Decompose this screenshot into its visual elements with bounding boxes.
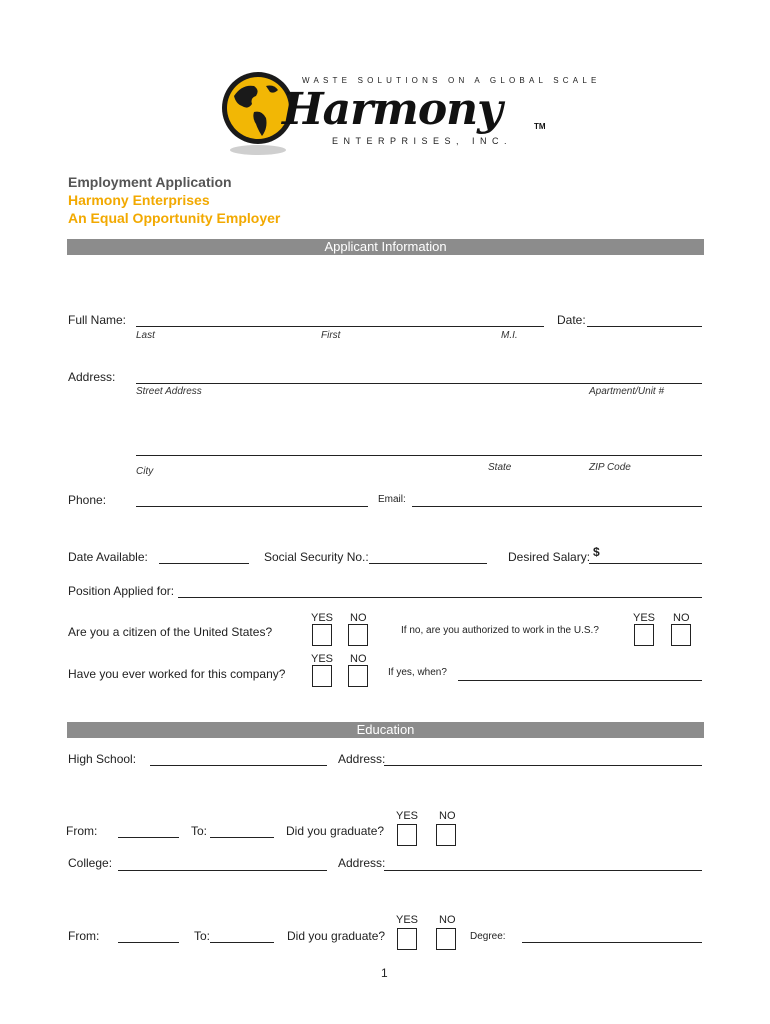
worked-no-label: NO — [350, 653, 367, 665]
college-label: College: — [68, 856, 113, 870]
hs-to-label: To: — [191, 824, 208, 838]
high-school-address-label: Address: — [338, 752, 386, 766]
zip-sublabel: ZIP Code — [589, 462, 631, 473]
hs-yes-label: YES — [396, 810, 419, 822]
hs-yes-checkbox[interactable] — [397, 824, 417, 846]
college-field[interactable] — [118, 870, 327, 871]
street-address-field[interactable] — [136, 383, 702, 384]
email-label: Email: — [378, 494, 406, 505]
address-label: Address: — [68, 370, 116, 384]
desired-salary-label: Desired Salary: — [508, 550, 591, 564]
citizen-yes-label: YES — [311, 612, 334, 624]
college-to-field[interactable] — [210, 942, 274, 943]
citizen-yes-checkbox[interactable] — [312, 624, 332, 646]
page-number: 1 — [381, 966, 388, 980]
street-sublabel: Street Address — [136, 386, 202, 397]
high-school-address-field[interactable] — [384, 765, 702, 766]
citizen-no-label: NO — [350, 612, 367, 624]
applicant-section-header: Applicant Information — [67, 239, 704, 255]
college-graduate-question: Did you graduate? — [287, 929, 386, 943]
high-school-label: High School: — [68, 752, 137, 766]
full-name-field[interactable] — [136, 326, 544, 327]
city-sublabel: City — [136, 466, 154, 477]
worked-question: Have you ever worked for this company? — [68, 667, 286, 681]
college-from-label: From: — [68, 929, 100, 943]
state-sublabel: State — [488, 462, 512, 473]
college-no-checkbox[interactable] — [436, 928, 456, 950]
equal-opportunity-text: An Equal Opportunity Employer — [68, 210, 281, 226]
ssn-label: Social Security No.: — [264, 550, 369, 564]
logo-brand: Harmony — [282, 84, 502, 135]
desired-salary-field[interactable] — [589, 563, 702, 564]
dollar-sign: $ — [593, 545, 600, 559]
ssn-field[interactable] — [369, 563, 487, 564]
date-label: Date: — [557, 313, 586, 327]
college-to-label: To: — [194, 929, 211, 943]
authorized-question: If no, are you authorized to work in the U.S.? — [401, 625, 599, 636]
company-name: Harmony Enterprises — [68, 192, 210, 208]
hs-to-field[interactable] — [210, 837, 274, 838]
position-label: Position Applied for: — [68, 584, 175, 598]
college-address-field[interactable] — [384, 870, 702, 871]
degree-field[interactable] — [522, 942, 702, 943]
college-yes-checkbox[interactable] — [397, 928, 417, 950]
education-section-header: Education — [67, 722, 704, 738]
authorized-yes-checkbox[interactable] — [634, 624, 654, 646]
apt-sublabel: Apartment/Unit # — [589, 386, 665, 397]
worked-yes-checkbox[interactable] — [312, 665, 332, 687]
form-title: Employment Application — [68, 174, 232, 190]
if-yes-when-label: If yes, when? — [388, 667, 447, 678]
if-yes-when-field[interactable] — [458, 680, 702, 681]
citizen-no-checkbox[interactable] — [348, 624, 368, 646]
full-name-label: Full Name: — [68, 313, 127, 327]
mi-sublabel: M.I. — [501, 330, 518, 341]
authorized-no-checkbox[interactable] — [671, 624, 691, 646]
hs-from-field[interactable] — [118, 837, 179, 838]
hs-no-label: NO — [439, 810, 456, 822]
city-state-zip-field[interactable] — [136, 455, 702, 456]
company-logo — [220, 66, 601, 162]
logo-tm: TM — [534, 122, 546, 131]
first-sublabel: First — [321, 330, 341, 341]
degree-label: Degree: — [470, 931, 506, 942]
phone-field[interactable] — [136, 506, 368, 507]
last-sublabel: Last — [136, 330, 155, 341]
hs-from-label: From: — [66, 824, 98, 838]
logo-subtitle: ENTERPRISES, INC. — [332, 136, 513, 146]
date-available-field[interactable] — [159, 563, 249, 564]
phone-label: Phone: — [68, 493, 107, 507]
citizen-question: Are you a citizen of the United States? — [68, 625, 273, 639]
college-yes-label: YES — [396, 914, 419, 926]
position-field[interactable] — [178, 597, 702, 598]
worked-no-checkbox[interactable] — [348, 665, 368, 687]
date-available-label: Date Available: — [68, 550, 148, 564]
college-address-label: Address: — [338, 856, 386, 870]
college-no-label: NO — [439, 914, 456, 926]
date-field[interactable] — [587, 326, 702, 327]
high-school-field[interactable] — [150, 765, 327, 766]
hs-no-checkbox[interactable] — [436, 824, 456, 846]
email-field[interactable] — [412, 506, 702, 507]
authorized-no-label: NO — [673, 612, 690, 624]
logo-tagline: WASTE SOLUTIONS ON A GLOBAL SCALE — [302, 76, 601, 85]
college-from-field[interactable] — [118, 942, 179, 943]
worked-yes-label: YES — [311, 653, 334, 665]
hs-graduate-question: Did you graduate? — [286, 824, 385, 838]
authorized-yes-label: YES — [633, 612, 656, 624]
